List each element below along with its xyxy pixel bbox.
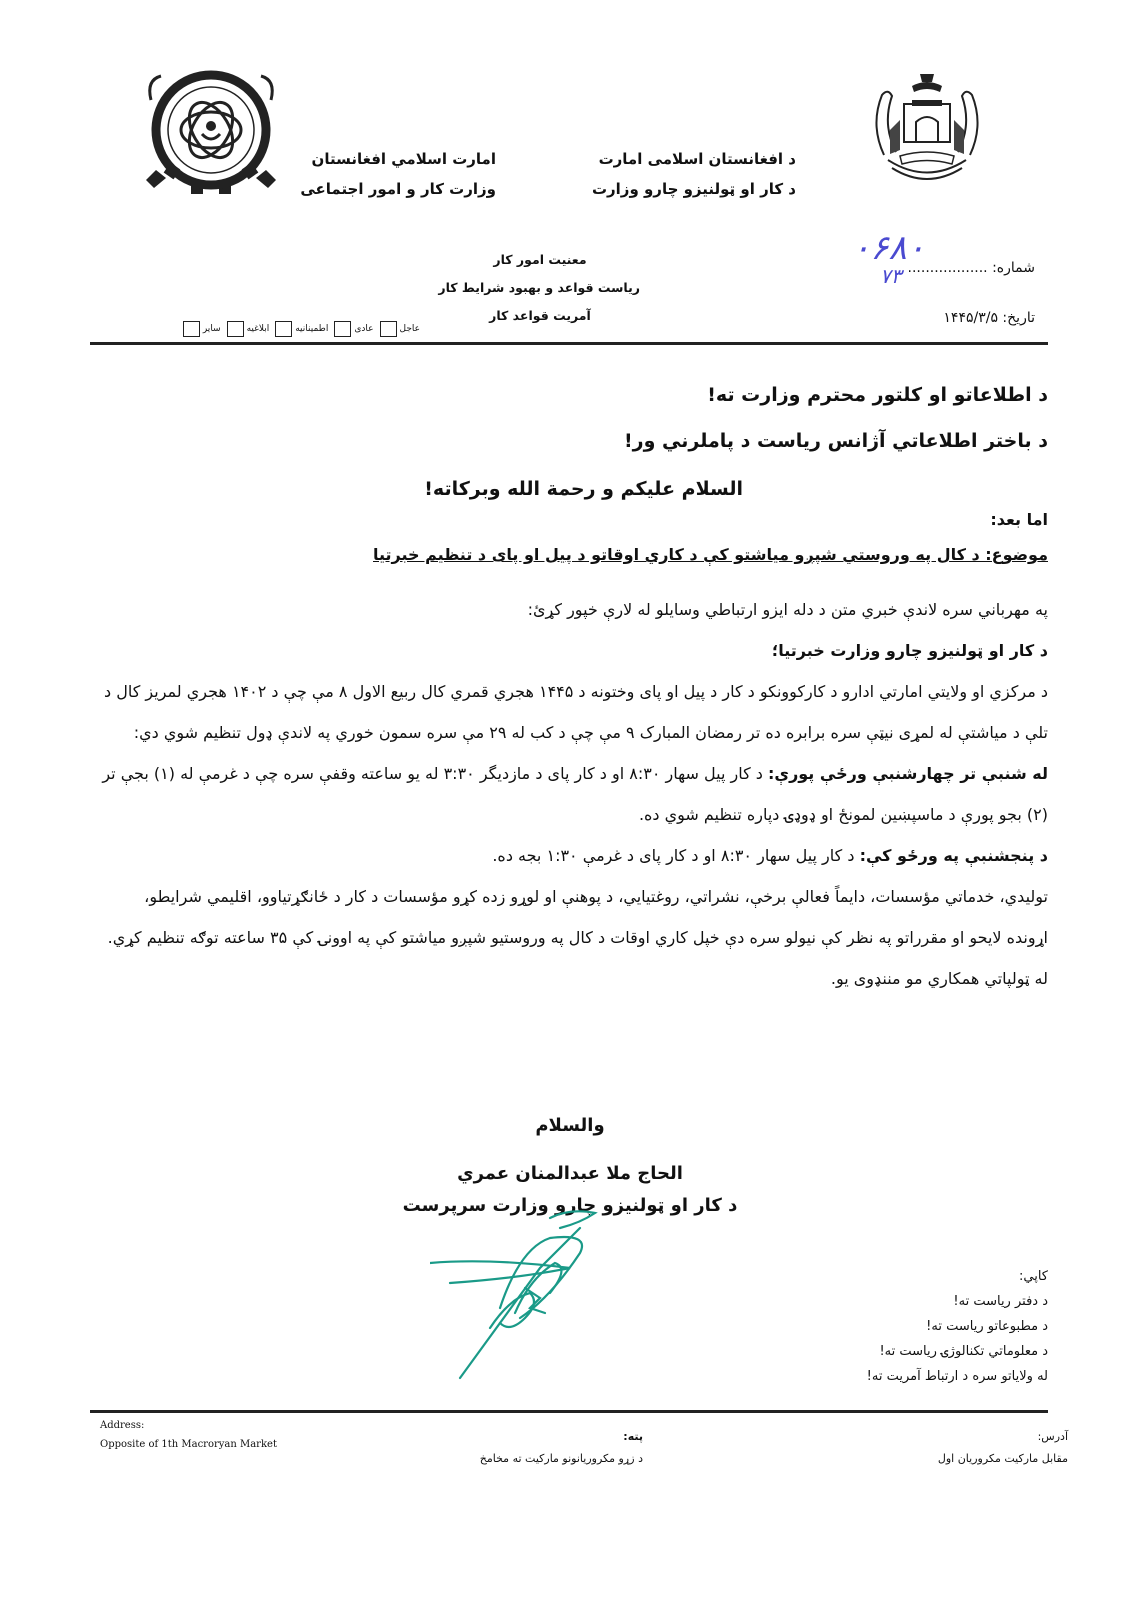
copies-block <box>867 1264 1048 1389</box>
greeting: السلام علیکم و رحمة الله وبرکاته! <box>424 478 743 500</box>
handwritten-number: ۰۶۸۰ <box>852 228 926 268</box>
footer-address-label: Address: <box>100 1420 145 1431</box>
signature-icon <box>430 1208 610 1388</box>
footer-address-text: مقابل مارکیت مکروریان اول <box>937 1452 1068 1465</box>
number-label: شماره: <box>992 260 1035 276</box>
signatory-name: الحاج ملا عبدالمنان عمري <box>457 1163 683 1184</box>
letter-number-row: شماره: .................. <box>907 260 1035 276</box>
footer-address-dari <box>938 1426 1068 1470</box>
copies-label: کاپي: <box>1019 1269 1048 1284</box>
copy-recipient: د معلوماتي تکنالوژۍ ریاست ته! <box>879 1344 1048 1359</box>
footer-address-label: پته: <box>623 1430 643 1443</box>
copy-recipient: له ولایاتو سره د ارتباط آمریت ته! <box>866 1369 1048 1384</box>
body-paragraph: تولیدي، خدماتي مؤسسات، دایماً فعالې برخې، نشراتي، روغتیایي، د پوهنې او لوړو زده کړو مؤسسات د کار د ځانګړتیاوو، اقلیمي شرایطو، اړونده لایحو او مقرراتو په نظر کې نیولو سره دې خپل کاري اوقات د کال په وروستیو شپږو میاشتو کې په اوونۍ کې ۳۵ ساعته توګه تنظیم کړي. <box>107 887 1048 947</box>
footer-address-text: د زړو مکروریانونو مارکیت ته مخامخ <box>479 1452 643 1465</box>
ministry-name-pashto <box>592 144 796 204</box>
body-paragraph: په مهرباني سره لاندې خبري متن د دله ایزو ارتباطي وسایلو له لارې خپور کړئ: <box>527 600 1048 619</box>
priority-notification[interactable] <box>227 321 270 337</box>
ministry-name-dari-line2: وزارت کار و امور اجتماعی <box>300 180 496 198</box>
body-paragraph: له ټولپاتي همکاري مو مننډوی یو. <box>830 969 1048 988</box>
body-paragraph: د کار او ټولنیزو چارو وزارت خبرتیا؛ <box>771 641 1048 660</box>
opening: اما بعد: <box>990 510 1048 529</box>
date-value: ۱۴۴۵/۳/۵ <box>943 310 998 326</box>
footer-divider <box>90 1410 1048 1413</box>
footer-address-text: Opposite of 1th Macroryan Market <box>100 1439 277 1450</box>
ministry-name-pashto-line1: د افغانستان اسلامی امارت <box>598 150 796 168</box>
copy-recipient: د دفتر ریاست ته! <box>953 1294 1048 1309</box>
department-block <box>440 246 640 330</box>
department-line: معنیت امور کار <box>493 252 587 267</box>
ministry-name-dari-line1: امارت اسلامي افغانستان <box>311 150 496 168</box>
ministry-name-dari <box>300 144 496 204</box>
footer-address-pashto <box>480 1426 643 1470</box>
priority-urgent[interactable] <box>380 321 421 337</box>
addressee-line: د باختر اطلاعاتي آژانس ریاست د پاملرني ور! <box>624 430 1048 452</box>
paragraph-text: د کار پیل سهار ۸:۳۰ او د کار پای د مازدیگر ۳:۳۰ له یو ساعته وقفې سره چې د غرمې له (۱) بجې تر (۲) بجو پورې د ماسپښین لمونځ او ډوډۍ دپاره تنظیم شوي ده. <box>102 764 1048 824</box>
checkbox[interactable] <box>380 321 397 337</box>
paragraph-label: د پنجشنبې په ورځو کې: <box>859 846 1048 865</box>
closing-salutation: والسلام <box>535 1115 605 1136</box>
letter-date-row <box>943 310 1035 326</box>
priority-label: سایر <box>202 324 221 334</box>
priority-checkboxes <box>120 318 420 340</box>
ministry-name-pashto-line2: د کار او ټولنیزو چارو وزارت <box>591 180 796 198</box>
priority-label: ابلاغیه <box>246 324 270 334</box>
body-paragraph <box>98 753 1048 835</box>
signatory-title: د کار او ټولنیزو چارو وزارت سرپرست <box>402 1195 738 1216</box>
handwritten-number-sub: ۷۳ <box>880 264 902 288</box>
checkbox[interactable] <box>183 321 200 337</box>
footer-address-english <box>100 1416 277 1454</box>
priority-label: عاجل <box>399 324 420 334</box>
closing-block <box>330 1112 810 1222</box>
body-paragraph: د مرکزي او ولایتي امارتي ادارو د کارکوونکو د کار د پیل او پای وختونه د ۱۴۴۵ هجري قمري کال ربیع الاول ۸ مې چې د ۱۴۰۲ هجري لمریز کال د تلې د میاشتې له لمړی نیټې سره برابره ده تر رمضان المبارک ۹ مې چې د کب له ۲۹ مې سره سمون خوري په لاندې ډول تنظیم شوي دي: <box>104 682 1048 742</box>
body-paragraph <box>98 835 1048 876</box>
priority-normal[interactable] <box>334 321 373 337</box>
letter-body <box>98 589 1048 999</box>
priority-label: اطمینانیه <box>295 324 329 334</box>
footer-address-label: آدرس: <box>1037 1430 1068 1443</box>
department-line: ریاست قواعد و بهبود شرایط کار <box>438 280 640 295</box>
ministry-of-labor-seal-icon <box>136 70 286 200</box>
copy-recipient: د مطبوعاتو ریاست ته! <box>926 1319 1048 1334</box>
priority-label: عادی <box>354 324 374 334</box>
date-label: تاریخ: <box>1002 310 1035 326</box>
checkbox[interactable] <box>275 321 292 337</box>
priority-confirmation[interactable] <box>275 321 328 337</box>
header-divider <box>90 342 1048 345</box>
islamic-emirate-emblem-icon <box>862 60 992 190</box>
paragraph-text: د کار پیل سهار ۸:۳۰ او د کار پای د غرمې ۱:۳۰ بجه ده. <box>492 846 855 865</box>
priority-other[interactable] <box>183 321 221 337</box>
paragraph-label: له شنبې تر چهارشنبې ورځې پورې: <box>768 764 1048 783</box>
letter-subject: موضوع: د کال په وروستي شپږو میاشتو کې د کاري اوقاتو د پیل او پای د تنظیم خبرتیا <box>373 545 1048 564</box>
checkbox[interactable] <box>334 321 351 337</box>
addressee-line: د اطلاعاتو او کلتور محترم وزارت ته! <box>707 384 1048 406</box>
department-line: آمریت قواعد کار <box>489 308 591 323</box>
checkbox[interactable] <box>227 321 244 337</box>
